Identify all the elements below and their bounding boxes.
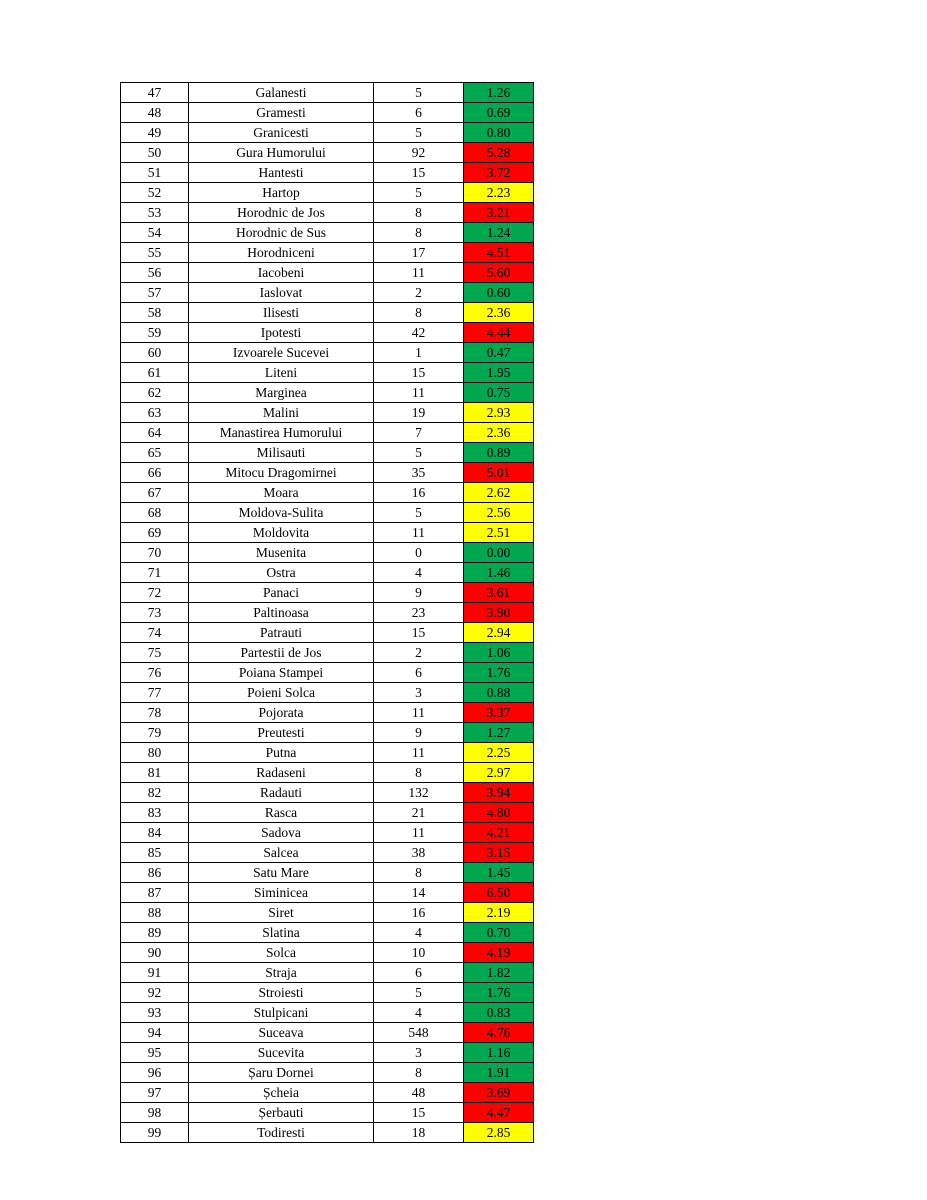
incidence-rate-cell: 3.37 xyxy=(464,703,534,723)
table-row xyxy=(121,903,534,923)
case-count-cell: 548 xyxy=(374,1023,464,1043)
table-row xyxy=(121,223,534,243)
case-count-cell: 18 xyxy=(374,1123,464,1143)
table-row xyxy=(121,263,534,283)
incidence-rate-cell: 2.56 xyxy=(464,503,534,523)
case-count-cell: 11 xyxy=(374,383,464,403)
row-number-cell: 68 xyxy=(121,503,189,523)
locality-name-cell: Moldovita xyxy=(189,523,374,543)
locality-name-cell: Moara xyxy=(189,483,374,503)
locality-name-cell: Liteni xyxy=(189,363,374,383)
table-row xyxy=(121,143,534,163)
case-count-cell: 15 xyxy=(374,363,464,383)
locality-name-cell: Suceava xyxy=(189,1023,374,1043)
table-row xyxy=(121,1043,534,1063)
case-count-cell: 3 xyxy=(374,683,464,703)
row-number-cell: 63 xyxy=(121,403,189,423)
case-count-cell: 0 xyxy=(374,543,464,563)
incidence-rate-cell: 2.85 xyxy=(464,1123,534,1143)
incidence-rate-cell: 2.19 xyxy=(464,903,534,923)
case-count-cell: 19 xyxy=(374,403,464,423)
locality-name-cell: Malini xyxy=(189,403,374,423)
case-count-cell: 5 xyxy=(374,503,464,523)
row-number-cell: 75 xyxy=(121,643,189,663)
case-count-cell: 5 xyxy=(374,983,464,1003)
row-number-cell: 62 xyxy=(121,383,189,403)
incidence-rate-cell: 1.27 xyxy=(464,723,534,743)
row-number-cell: 65 xyxy=(121,443,189,463)
case-count-cell: 4 xyxy=(374,563,464,583)
incidence-rate-cell: 2.97 xyxy=(464,763,534,783)
case-count-cell: 35 xyxy=(374,463,464,483)
table-row xyxy=(121,243,534,263)
incidence-rate-cell: 2.62 xyxy=(464,483,534,503)
row-number-cell: 67 xyxy=(121,483,189,503)
locality-name-cell: Ipotesti xyxy=(189,323,374,343)
locality-name-cell: Siret xyxy=(189,903,374,923)
row-number-cell: 59 xyxy=(121,323,189,343)
locality-name-cell: Sucevita xyxy=(189,1043,374,1063)
locality-name-cell: Galanesti xyxy=(189,83,374,103)
table-row xyxy=(121,103,534,123)
case-count-cell: 6 xyxy=(374,663,464,683)
row-number-cell: 80 xyxy=(121,743,189,763)
case-count-cell: 7 xyxy=(374,423,464,443)
row-number-cell: 90 xyxy=(121,943,189,963)
locality-name-cell: Granicesti xyxy=(189,123,374,143)
incidence-rate-cell: 3.94 xyxy=(464,783,534,803)
row-number-cell: 55 xyxy=(121,243,189,263)
table-row xyxy=(121,403,534,423)
incidence-rate-cell: 4.21 xyxy=(464,823,534,843)
table-row xyxy=(121,363,534,383)
incidence-rate-cell: 0.80 xyxy=(464,123,534,143)
incidence-rate-cell: 1.95 xyxy=(464,363,534,383)
table-row xyxy=(121,723,534,743)
table-row xyxy=(121,443,534,463)
locality-name-cell: Izvoarele Sucevei xyxy=(189,343,374,363)
case-count-cell: 15 xyxy=(374,163,464,183)
locality-name-cell: Mitocu Dragomirnei xyxy=(189,463,374,483)
locality-name-cell: Șcheia xyxy=(189,1083,374,1103)
incidence-rate-cell: 6.50 xyxy=(464,883,534,903)
row-number-cell: 70 xyxy=(121,543,189,563)
locality-name-cell: Hartop xyxy=(189,183,374,203)
table-row xyxy=(121,1103,534,1123)
case-count-cell: 14 xyxy=(374,883,464,903)
incidence-rate-cell: 1.06 xyxy=(464,643,534,663)
row-number-cell: 89 xyxy=(121,923,189,943)
row-number-cell: 72 xyxy=(121,583,189,603)
incidence-rate-cell: 2.94 xyxy=(464,623,534,643)
locality-name-cell: Gramesti xyxy=(189,103,374,123)
table-row xyxy=(121,703,534,723)
case-count-cell: 6 xyxy=(374,963,464,983)
row-number-cell: 49 xyxy=(121,123,189,143)
incidence-rate-cell: 3.21 xyxy=(464,203,534,223)
row-number-cell: 82 xyxy=(121,783,189,803)
case-count-cell: 4 xyxy=(374,923,464,943)
table-row xyxy=(121,943,534,963)
incidence-table xyxy=(120,82,534,1143)
table-row xyxy=(121,163,534,183)
case-count-cell: 5 xyxy=(374,123,464,143)
case-count-cell: 3 xyxy=(374,1043,464,1063)
case-count-cell: 11 xyxy=(374,743,464,763)
incidence-rate-cell: 1.91 xyxy=(464,1063,534,1083)
incidence-rate-cell: 1.76 xyxy=(464,663,534,683)
table-row xyxy=(121,683,534,703)
incidence-rate-cell: 0.70 xyxy=(464,923,534,943)
locality-name-cell: Moldova-Sulita xyxy=(189,503,374,523)
table-row xyxy=(121,623,534,643)
table-row xyxy=(121,783,534,803)
locality-name-cell: Radauti xyxy=(189,783,374,803)
case-count-cell: 15 xyxy=(374,623,464,643)
case-count-cell: 11 xyxy=(374,823,464,843)
incidence-rate-cell: 2.25 xyxy=(464,743,534,763)
incidence-rate-cell: 1.45 xyxy=(464,863,534,883)
table-row xyxy=(121,303,534,323)
case-count-cell: 5 xyxy=(374,443,464,463)
incidence-rate-cell: 0.88 xyxy=(464,683,534,703)
case-count-cell: 10 xyxy=(374,943,464,963)
case-count-cell: 42 xyxy=(374,323,464,343)
incidence-rate-cell: 0.47 xyxy=(464,343,534,363)
incidence-rate-cell: 4.44 xyxy=(464,323,534,343)
row-number-cell: 69 xyxy=(121,523,189,543)
case-count-cell: 2 xyxy=(374,643,464,663)
row-number-cell: 57 xyxy=(121,283,189,303)
row-number-cell: 61 xyxy=(121,363,189,383)
incidence-rate-cell: 3.61 xyxy=(464,583,534,603)
row-number-cell: 60 xyxy=(121,343,189,363)
case-count-cell: 16 xyxy=(374,903,464,923)
case-count-cell: 1 xyxy=(374,343,464,363)
case-count-cell: 8 xyxy=(374,763,464,783)
locality-name-cell: Musenita xyxy=(189,543,374,563)
locality-name-cell: Poiana Stampei xyxy=(189,663,374,683)
table-row xyxy=(121,883,534,903)
locality-name-cell: Putna xyxy=(189,743,374,763)
locality-name-cell: Stroiesti xyxy=(189,983,374,1003)
locality-name-cell: Marginea xyxy=(189,383,374,403)
incidence-rate-cell: 0.00 xyxy=(464,543,534,563)
row-number-cell: 76 xyxy=(121,663,189,683)
row-number-cell: 99 xyxy=(121,1123,189,1143)
incidence-rate-cell: 2.23 xyxy=(464,183,534,203)
table-row xyxy=(121,343,534,363)
locality-name-cell: Horodniceni xyxy=(189,243,374,263)
row-number-cell: 50 xyxy=(121,143,189,163)
table-row xyxy=(121,843,534,863)
table-row xyxy=(121,863,534,883)
table-row xyxy=(121,543,534,563)
table-row xyxy=(121,963,534,983)
locality-name-cell: Salcea xyxy=(189,843,374,863)
case-count-cell: 8 xyxy=(374,203,464,223)
incidence-rate-cell: 3.90 xyxy=(464,603,534,623)
table-row xyxy=(121,203,534,223)
table-row xyxy=(121,423,534,443)
row-number-cell: 56 xyxy=(121,263,189,283)
row-number-cell: 51 xyxy=(121,163,189,183)
case-count-cell: 5 xyxy=(374,83,464,103)
row-number-cell: 93 xyxy=(121,1003,189,1023)
locality-name-cell: Milisauti xyxy=(189,443,374,463)
row-number-cell: 78 xyxy=(121,703,189,723)
row-number-cell: 91 xyxy=(121,963,189,983)
table-row xyxy=(121,983,534,1003)
locality-name-cell: Iacobeni xyxy=(189,263,374,283)
locality-name-cell: Horodnic de Sus xyxy=(189,223,374,243)
table-row xyxy=(121,643,534,663)
table-row xyxy=(121,923,534,943)
case-count-cell: 92 xyxy=(374,143,464,163)
table-row xyxy=(121,1083,534,1103)
row-number-cell: 83 xyxy=(121,803,189,823)
table-row xyxy=(121,463,534,483)
incidence-rate-cell: 1.46 xyxy=(464,563,534,583)
row-number-cell: 87 xyxy=(121,883,189,903)
row-number-cell: 88 xyxy=(121,903,189,923)
locality-name-cell: Ilisesti xyxy=(189,303,374,323)
incidence-rate-cell: 2.36 xyxy=(464,303,534,323)
table-row xyxy=(121,563,534,583)
row-number-cell: 84 xyxy=(121,823,189,843)
table-row xyxy=(121,283,534,303)
incidence-rate-cell: 0.89 xyxy=(464,443,534,463)
locality-name-cell: Satu Mare xyxy=(189,863,374,883)
row-number-cell: 81 xyxy=(121,763,189,783)
row-number-cell: 79 xyxy=(121,723,189,743)
locality-name-cell: Șerbauti xyxy=(189,1103,374,1123)
table-row xyxy=(121,483,534,503)
locality-name-cell: Manastirea Humorului xyxy=(189,423,374,443)
incidence-rate-cell: 4.80 xyxy=(464,803,534,823)
locality-name-cell: Ostra xyxy=(189,563,374,583)
row-number-cell: 64 xyxy=(121,423,189,443)
locality-name-cell: Slatina xyxy=(189,923,374,943)
case-count-cell: 132 xyxy=(374,783,464,803)
row-number-cell: 77 xyxy=(121,683,189,703)
case-count-cell: 16 xyxy=(374,483,464,503)
case-count-cell: 8 xyxy=(374,223,464,243)
table-row xyxy=(121,523,534,543)
locality-name-cell: Panaci xyxy=(189,583,374,603)
locality-name-cell: Poieni Solca xyxy=(189,683,374,703)
incidence-rate-cell: 1.16 xyxy=(464,1043,534,1063)
incidence-rate-cell: 4.19 xyxy=(464,943,534,963)
incidence-rate-cell: 4.47 xyxy=(464,1103,534,1123)
locality-name-cell: Siminicea xyxy=(189,883,374,903)
table-row xyxy=(121,323,534,343)
case-count-cell: 5 xyxy=(374,183,464,203)
table-row xyxy=(121,503,534,523)
incidence-rate-cell: 1.24 xyxy=(464,223,534,243)
row-number-cell: 96 xyxy=(121,1063,189,1083)
locality-name-cell: Hantesti xyxy=(189,163,374,183)
row-number-cell: 74 xyxy=(121,623,189,643)
row-number-cell: 85 xyxy=(121,843,189,863)
row-number-cell: 92 xyxy=(121,983,189,1003)
locality-name-cell: Solca xyxy=(189,943,374,963)
table-row xyxy=(121,383,534,403)
table-row xyxy=(121,183,534,203)
incidence-rate-cell: 1.82 xyxy=(464,963,534,983)
row-number-cell: 86 xyxy=(121,863,189,883)
locality-name-cell: Stulpicani xyxy=(189,1003,374,1023)
incidence-rate-cell: 0.83 xyxy=(464,1003,534,1023)
table-row xyxy=(121,603,534,623)
locality-name-cell: Sadova xyxy=(189,823,374,843)
table-row xyxy=(121,1063,534,1083)
case-count-cell: 11 xyxy=(374,523,464,543)
row-number-cell: 71 xyxy=(121,563,189,583)
incidence-rate-cell: 5.60 xyxy=(464,263,534,283)
locality-name-cell: Rasca xyxy=(189,803,374,823)
locality-name-cell: Preutesti xyxy=(189,723,374,743)
table-row xyxy=(121,1123,534,1143)
incidence-rate-cell: 0.75 xyxy=(464,383,534,403)
case-count-cell: 4 xyxy=(374,1003,464,1023)
case-count-cell: 9 xyxy=(374,583,464,603)
incidence-rate-cell: 5.01 xyxy=(464,463,534,483)
incidence-rate-cell: 2.93 xyxy=(464,403,534,423)
table-row xyxy=(121,663,534,683)
incidence-rate-cell: 5.28 xyxy=(464,143,534,163)
incidence-table-body xyxy=(121,83,534,1143)
case-count-cell: 8 xyxy=(374,303,464,323)
row-number-cell: 47 xyxy=(121,83,189,103)
incidence-rate-cell: 4.76 xyxy=(464,1023,534,1043)
row-number-cell: 52 xyxy=(121,183,189,203)
locality-name-cell: Radaseni xyxy=(189,763,374,783)
incidence-rate-cell: 2.51 xyxy=(464,523,534,543)
row-number-cell: 95 xyxy=(121,1043,189,1063)
locality-name-cell: Straja xyxy=(189,963,374,983)
row-number-cell: 98 xyxy=(121,1103,189,1123)
locality-name-cell: Patrauti xyxy=(189,623,374,643)
row-number-cell: 58 xyxy=(121,303,189,323)
table-row xyxy=(121,743,534,763)
locality-name-cell: Pojorata xyxy=(189,703,374,723)
table-row xyxy=(121,803,534,823)
case-count-cell: 21 xyxy=(374,803,464,823)
locality-name-cell: Paltinoasa xyxy=(189,603,374,623)
locality-name-cell: Partestii de Jos xyxy=(189,643,374,663)
locality-name-cell: Iaslovat xyxy=(189,283,374,303)
incidence-rate-cell: 1.26 xyxy=(464,83,534,103)
case-count-cell: 17 xyxy=(374,243,464,263)
incidence-rate-cell: 2.36 xyxy=(464,423,534,443)
table-row xyxy=(121,123,534,143)
table-row xyxy=(121,1003,534,1023)
case-count-cell: 8 xyxy=(374,1063,464,1083)
locality-name-cell: Horodnic de Jos xyxy=(189,203,374,223)
case-count-cell: 8 xyxy=(374,863,464,883)
incidence-rate-cell: 1.76 xyxy=(464,983,534,1003)
case-count-cell: 15 xyxy=(374,1103,464,1123)
row-number-cell: 94 xyxy=(121,1023,189,1043)
case-count-cell: 6 xyxy=(374,103,464,123)
incidence-rate-cell: 3.72 xyxy=(464,163,534,183)
incidence-rate-cell: 0.60 xyxy=(464,283,534,303)
row-number-cell: 48 xyxy=(121,103,189,123)
table-row xyxy=(121,1023,534,1043)
row-number-cell: 73 xyxy=(121,603,189,623)
case-count-cell: 38 xyxy=(374,843,464,863)
table-row xyxy=(121,823,534,843)
row-number-cell: 54 xyxy=(121,223,189,243)
incidence-rate-cell: 3.15 xyxy=(464,843,534,863)
case-count-cell: 23 xyxy=(374,603,464,623)
locality-name-cell: Todiresti xyxy=(189,1123,374,1143)
table-row xyxy=(121,763,534,783)
row-number-cell: 97 xyxy=(121,1083,189,1103)
case-count-cell: 2 xyxy=(374,283,464,303)
case-count-cell: 11 xyxy=(374,263,464,283)
row-number-cell: 66 xyxy=(121,463,189,483)
table-row xyxy=(121,83,534,103)
case-count-cell: 11 xyxy=(374,703,464,723)
incidence-rate-cell: 0.69 xyxy=(464,103,534,123)
table-row xyxy=(121,583,534,603)
row-number-cell: 53 xyxy=(121,203,189,223)
incidence-rate-cell: 4.51 xyxy=(464,243,534,263)
locality-name-cell: Șaru Dornei xyxy=(189,1063,374,1083)
incidence-rate-cell: 3.69 xyxy=(464,1083,534,1103)
case-count-cell: 48 xyxy=(374,1083,464,1103)
case-count-cell: 9 xyxy=(374,723,464,743)
locality-name-cell: Gura Humorului xyxy=(189,143,374,163)
